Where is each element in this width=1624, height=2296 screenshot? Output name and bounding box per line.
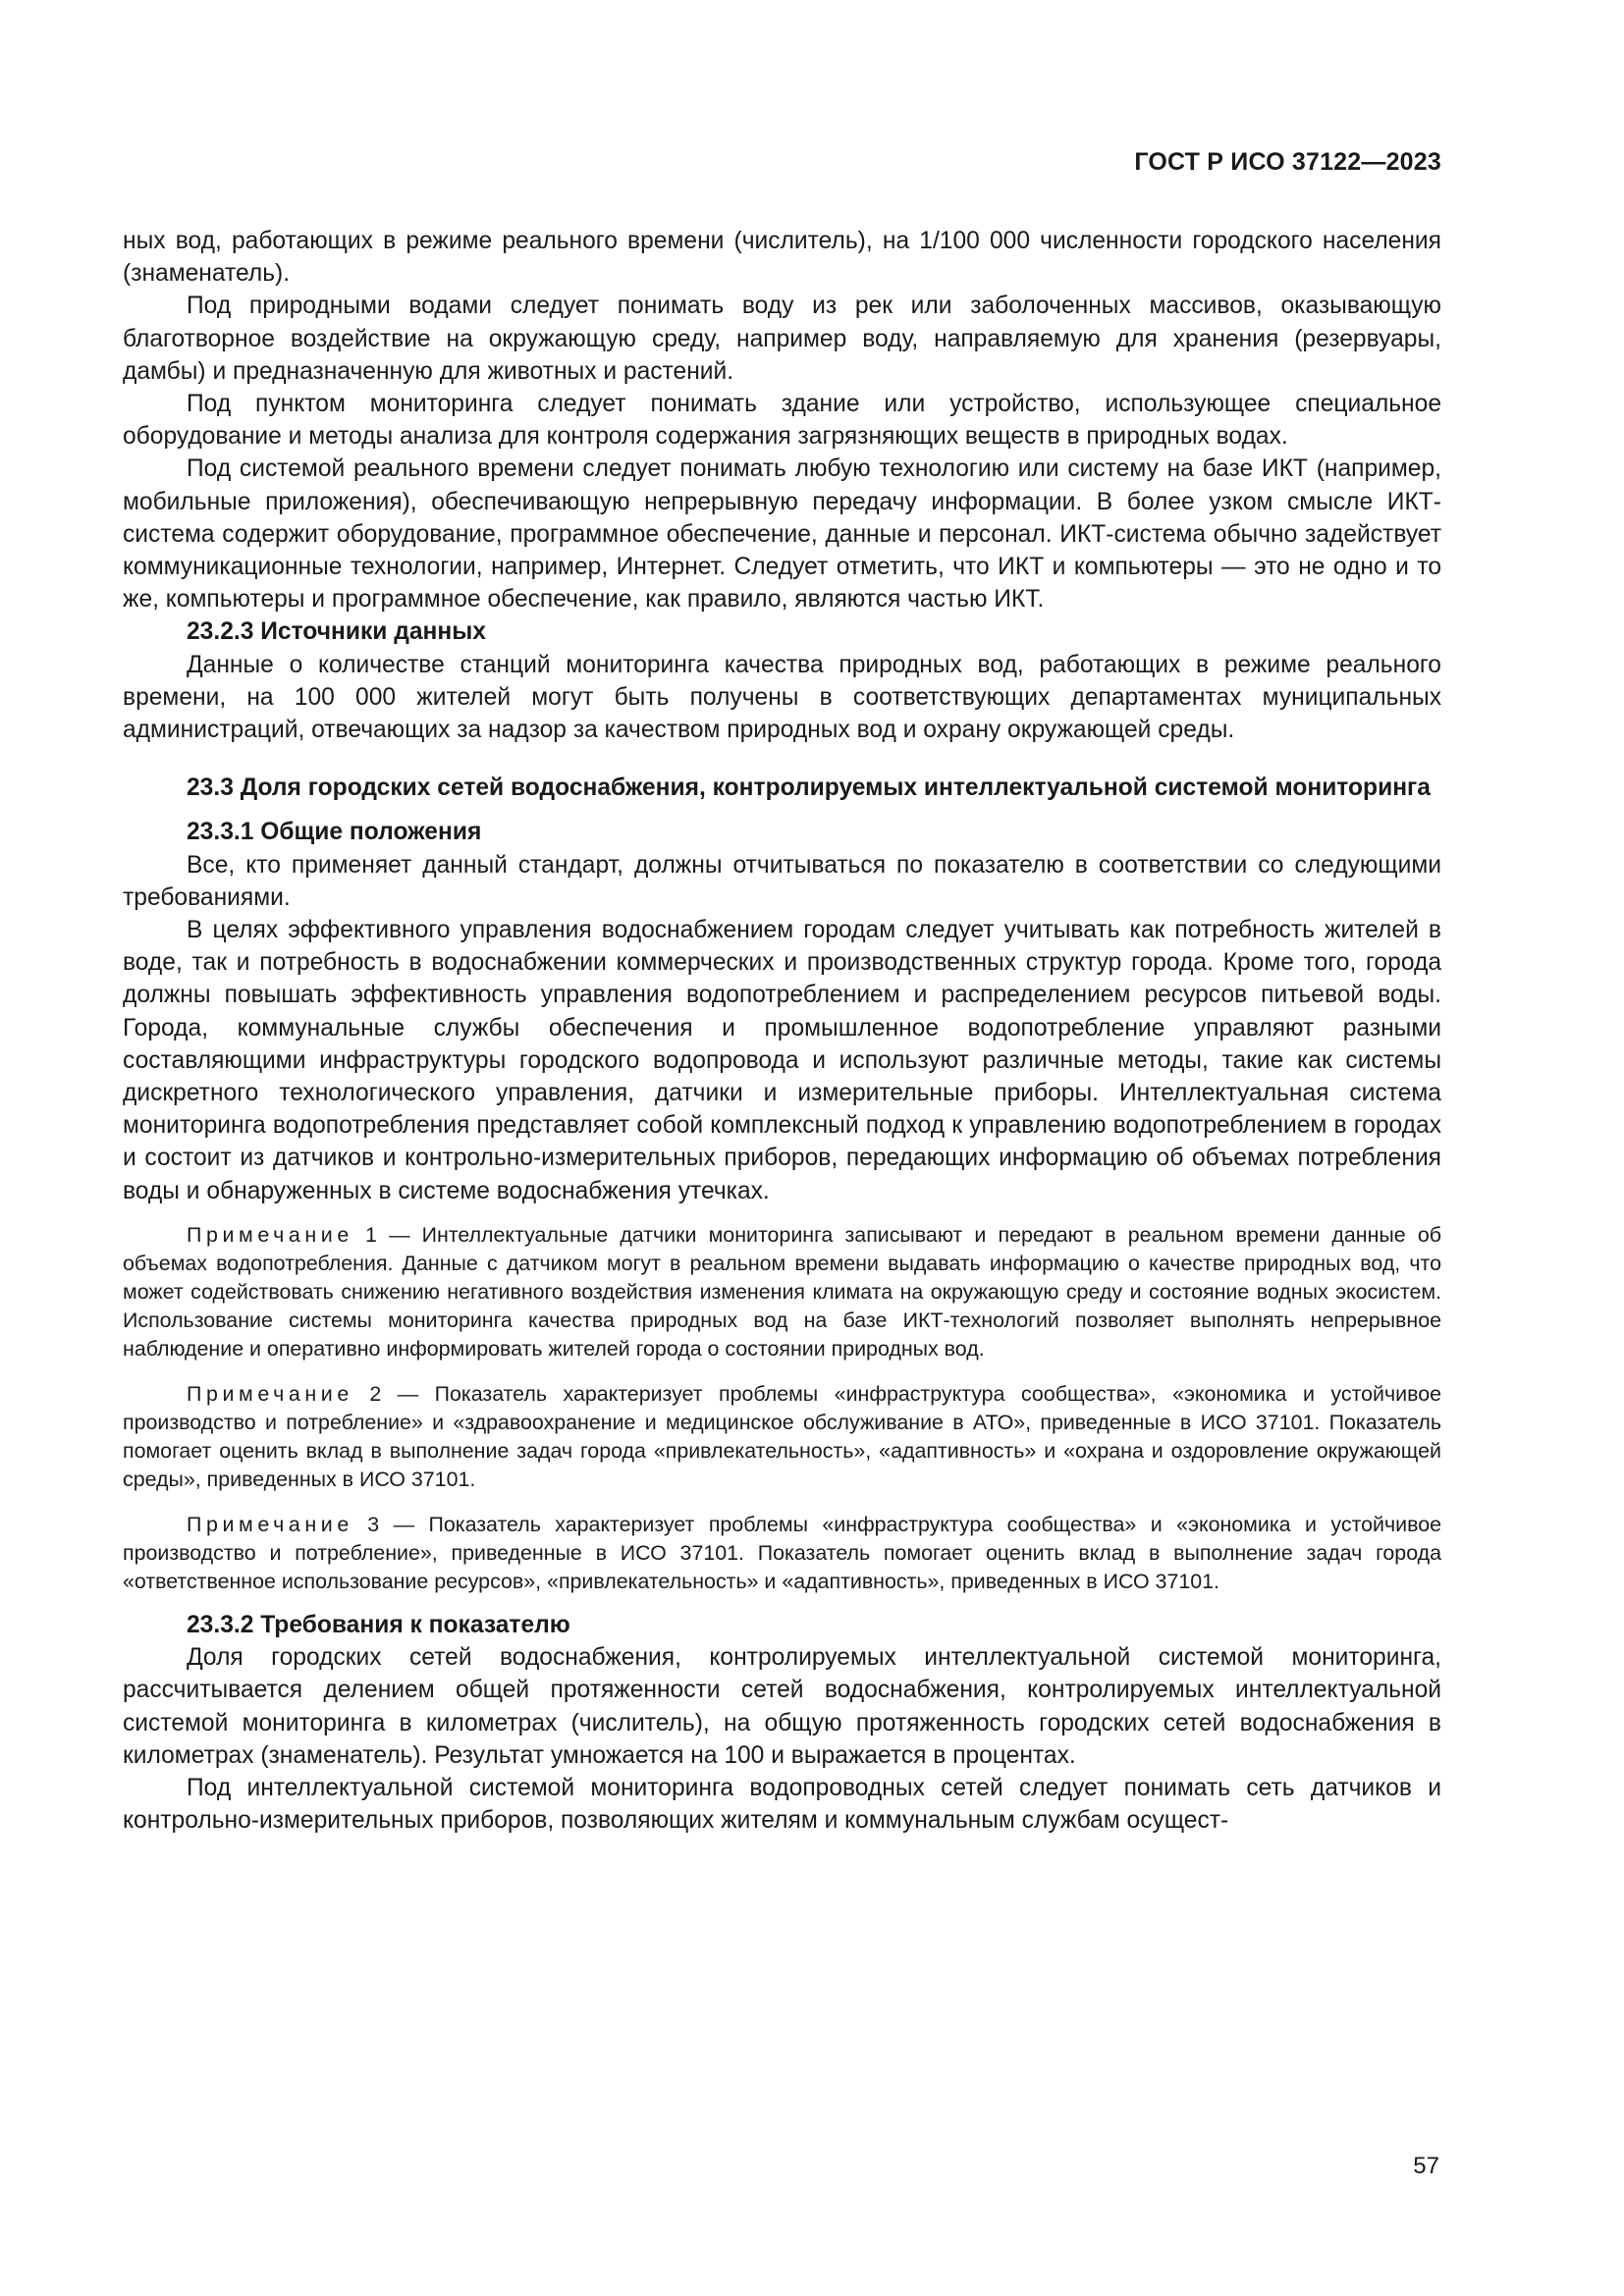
note-label: Примечание xyxy=(187,1381,353,1406)
note-label: Примечание xyxy=(187,1222,353,1247)
paragraph-water-management: В целях эффективного управления водоснабжением городам следует учитывать как потребность жителей в воде, так и потребность в водоснабжении коммерческих и производственных структур города. Кроме того, города должны повышать эффективность управления водопотреблением и распределением ресурсов питьевой воды. Города, коммунальные службы обеспечения и промышленное водопотребление управляют разными составляющими инфраструктуры городского водопровода и используют различные методы, такие как системы дискретного технологического управления, датчики и измерительные приборы. Интеллектуальная система мониторинга водопотребления представляет собой комплексный подход к управлению водопотреблением в городах и состоит из датчиков и контрольно-измерительных приборов, передающих информацию об объемах потребления воды и обнаруженных в системе водоснабжения утечках. xyxy=(123,917,1441,1204)
paragraph-data-sources: Данные о количестве станций мониторинга качества природных вод, работающих в режиме реального времени, на 100 000 жителей могут быть получены в соответствующих департаментах муниципальных администраций, отвечающих за надзор за качеством природных вод и охрану окружающей среды. xyxy=(123,651,1441,744)
paragraph-reporting: Все, кто применяет данный стандарт, должны отчитываться по показателю в соответствии со следующими требованиями. xyxy=(123,851,1441,911)
paragraph-monitoring-point: Под пунктом мониторинга следует понимать здание или устройство, использующее специальное оборудование и методы анализа для контроля содержания загрязняющих веществ в природных водах. xyxy=(123,391,1441,451)
heading-23-3-1: 23.3.1 Общие положения xyxy=(187,819,482,846)
paragraph-indicator-calculation: Доля городских сетей водоснабжения, контролируемых интеллектуальной системой мониторинга, рассчитывается делением общей протяженности сетей водоснабжения, контролируемых интеллектуальной системой мониторинга в километрах (числитель), на общую протяженность городских сетей водоснабжения в километрах (знаменатель). Результат умножается на 100 и выражается в процентах. xyxy=(123,1644,1441,1769)
heading-23-2-3: 23.2.3 Источники данных xyxy=(187,618,486,646)
paragraph-smart-monitoring-definition: Под интеллектуальной системой мониторинга водопроводных сетей следует понимать сеть датчиков и контрольно-измерительных приборов, позволяющих жителям и коммунальным службам осущест- xyxy=(123,1774,1441,1835)
note-1 xyxy=(123,1221,1441,1363)
note-3 xyxy=(123,1511,1441,1596)
note-text: 1 — Интеллектуальные датчики мониторинга записывают и передают в реальном времени данные об объемах водопотребления. Данные с датчиком могут в реальном времени выдавать информацию о качестве природных вод, что может содействовать снижению негативного воздействия изменения климата на окружающую среду и состояние водных экосистем. Использование системы мониторинга качества природных вод на базе ИКТ-технологий позволяет выполнять непрерывное наблюдение и оперативно информировать жителей города о состоянии природных вод. xyxy=(123,1222,1441,1361)
heading-23-3: 23.3 Доля городских сетей водоснабжения, контролируемых интеллектуальной системой мониторинга xyxy=(187,774,1431,802)
paragraph-continuation: ных вод, работающих в режиме реального времени (числитель), на 1/100 000 численности городского населения (знаменатель). xyxy=(123,228,1441,288)
page-number: 57 xyxy=(1413,2153,1439,2179)
document-header-title: ГОСТ Р ИСО 37122—2023 xyxy=(1134,148,1441,176)
document-body xyxy=(123,225,1441,1837)
note-2 xyxy=(123,1380,1441,1494)
note-text: 3 — Показатель характеризует проблемы «инфраструктура сообщества» и «экономика и устойчивое производство и потребление», приведенные в ИСО 37101. Показатель помогает оценить вклад в выполнение задач города «ответственное использование ресурсов», «привлекательность» и «адаптивность», приведенных в ИСО 37101. xyxy=(123,1512,1441,1593)
heading-23-3-2: 23.3.2 Требования к показателю xyxy=(187,1611,570,1638)
paragraph-natural-waters: Под природными водами следует понимать воду из рек или заболоченных массивов, оказывающую благотворное воздействие на окружающую среду, например воду, направляемую для хранения (резервуары, дамбы) и предназначенную для животных и растений. xyxy=(123,293,1441,385)
paragraph-realtime-system: Под системой реального времени следует понимать любую технологию или систему на базе ИКТ (например, мобильные приложения), обеспечивающую непрерывную передачу информации. В более узком смысле ИКТ-система содержит оборудование, программное обеспечение, данные и персонал. ИКТ-система обычно задействует коммуникационные технологии, например, Интернет. Следует отметить, что ИКТ и компьютеры — это не одно и то же, компьютеры и программное обеспечение, как правило, являются частью ИКТ. xyxy=(123,455,1441,614)
note-label: Примечание xyxy=(187,1512,353,1536)
note-text: 2 — Показатель характеризует проблемы «инфраструктура сообщества», «экономика и устойчивое производство и потребление» и «здравоохранение и медицинское обслуживание в АТО», приведенные в ИСО 37101. Показатель помогает оценить вклад в выполнение задач города «привлекательность», «адаптивность» и «охрана и оздоровление окружающей среды», приведенных в ИСО 37101. xyxy=(123,1381,1441,1491)
